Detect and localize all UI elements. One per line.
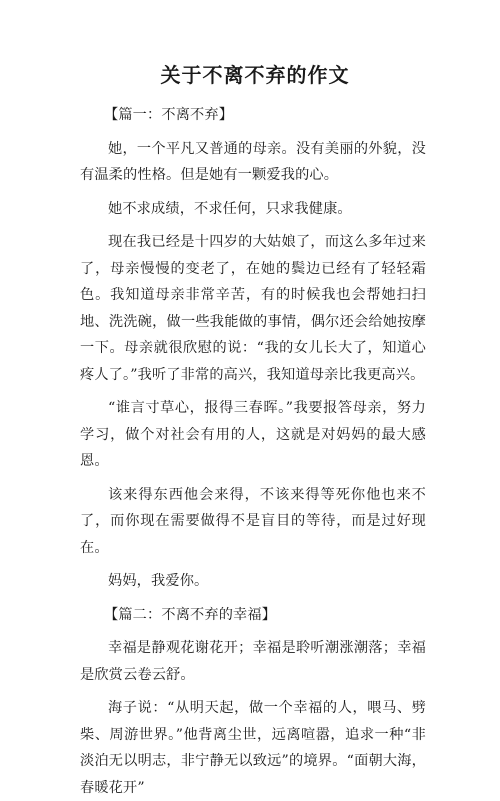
paragraph-4: “谁言寸草心，报得三春晖。”我要报答母亲，努力学习，做个对社会有用的人，这就是对妈妈的最大感恩。	[80, 400, 426, 469]
paragraph-7: 幸福是静观花谢花开；幸福是聆听潮涨潮落；幸福是欣赏云卷云舒。	[80, 640, 426, 683]
paragraph-8: 海子说：“从明天起，做一个幸福的人，喂马、劈柴、周游世界。”他背离尘世，远离喧嚣，追求一种“非淡泊无以明志，非宁静无以致远”的境界。“面朝大海，春暖花开”	[80, 700, 426, 796]
document-title: 关于不离不弃的作文	[160, 63, 350, 87]
section-heading-2: 【篇二：不离不弃的幸福】	[104, 606, 277, 623]
paragraph-5: 该来得东西他会来得，不该来得等死你他也来不了，而你现在需要做得不是盲目的等待，而是过好现在。	[80, 486, 426, 556]
paragraph-3: 现在我已经是十四岁的大姑娘了，而这么多年过来了，母亲慢慢的变老了，在她的鬓边已经有了轻轻霜色。我知道母亲非常辛苦，有的时候我也会帮她扫扫地、洗洗碗，做一些我能做的事情，偶尔还会给她按摩一下。母亲就很欣慰的说：“我的女儿长大了，知道心疼人了。”我听了非常的高兴，我知道母亲比我更高兴。	[80, 234, 426, 383]
paragraph-6: 妈妈，我爱你。	[108, 573, 209, 589]
paragraph-1: 她，一个平凡又普通的母亲。没有美丽的外貌，没有温柔的性格。但是她有一颗爱我的心。	[80, 140, 426, 183]
paragraph-2: 她不求成绩，不求任何，只求我健康。	[108, 200, 352, 217]
section-heading-1: 【篇一：不离不弃】	[104, 107, 234, 123]
